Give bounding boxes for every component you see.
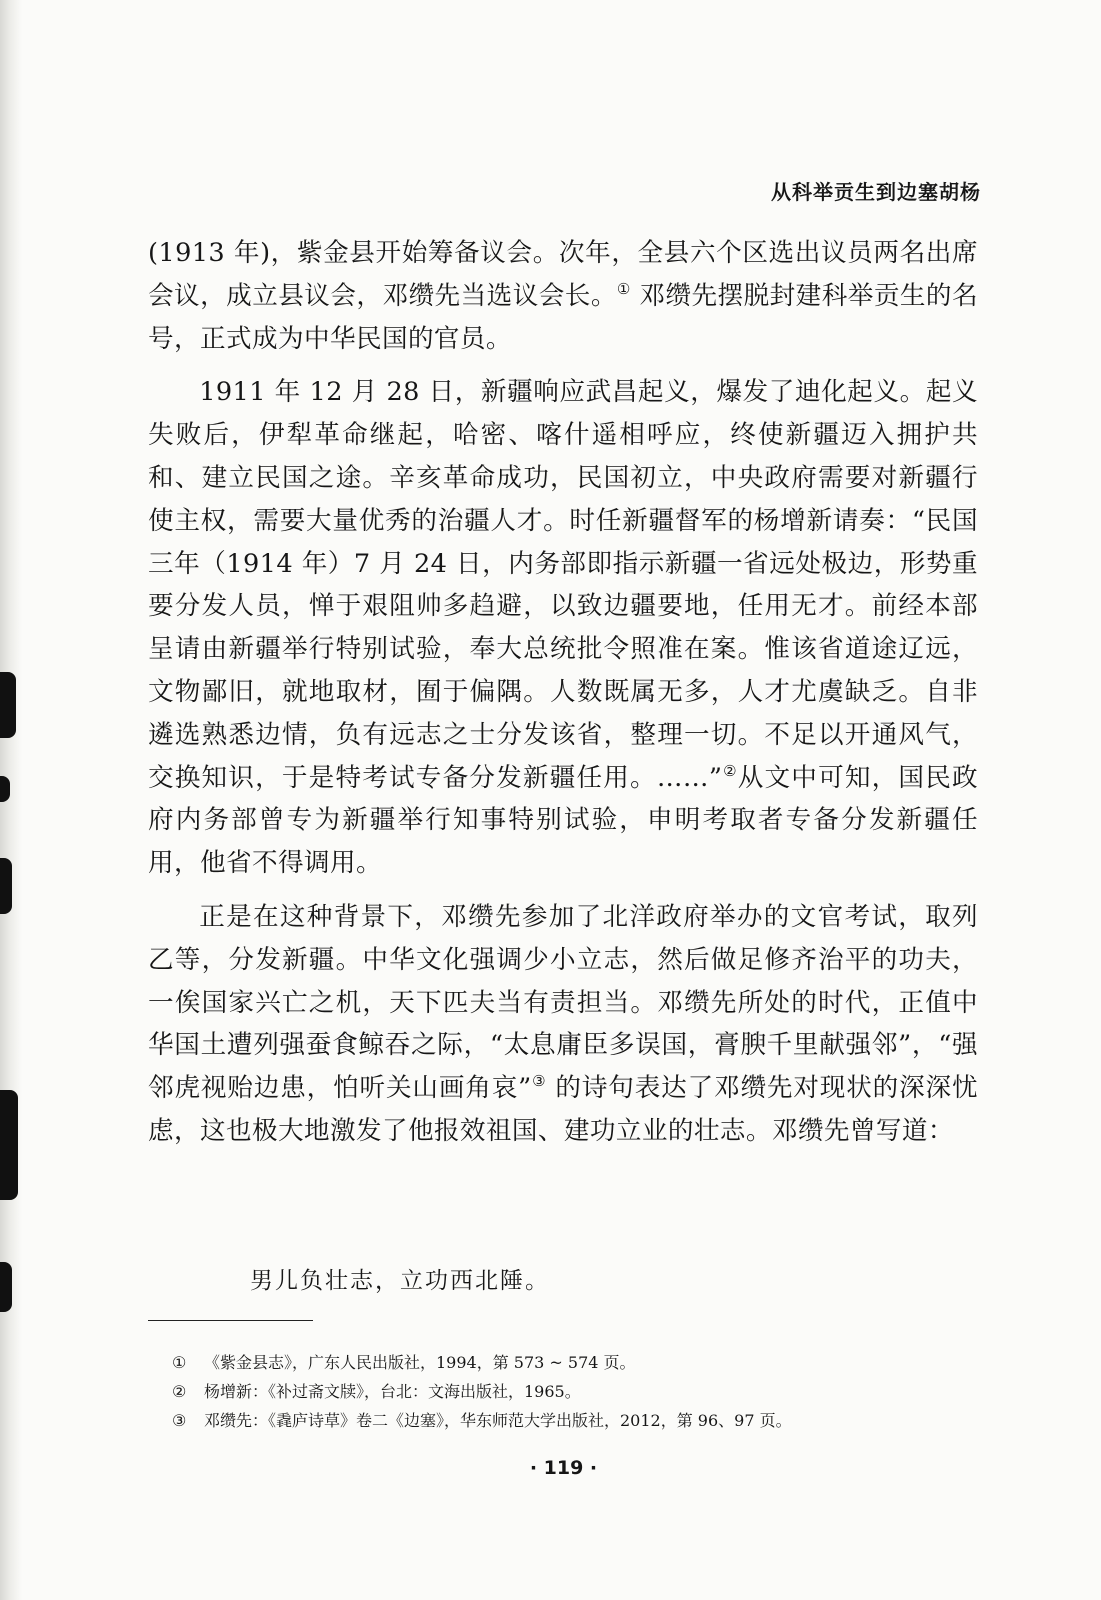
paragraph-text: 1911 年 12 月 28 日，新疆响应武昌起义，爆发了迪化起义。起义失败后，伊犁革命继起，哈密、喀什遥相呼应，终使新疆迈入拥护共和、建立民国之途。辛亥革命成功，民国初立，中央政府需要对新疆行使主权，需要大量优秀的治疆人才。时任新疆督军的杨增新请奏：“民国三年（1914 年）7 月 24 日，内务部即指示新疆一省远处极边，形势重要分发人员，惮于艰阻帅多趋避，以致边疆要地，任用无才。前经本部呈请由新疆举行特别试验，奉大总统批令照准在案。惟该省道途辽远，文物鄙旧，就地取材，囿于偏隅。人数既属无多，人才尤虞缺乏。自非遴选熟悉边情，负有远志之士分发该省，整理一切。不足以开通风气，交换知识，于是特考试专备分发新疆任用。……” — [148, 377, 978, 793]
footnote-2 — [172, 1377, 962, 1406]
footnote-divider — [148, 1320, 313, 1321]
scan-edge-mark — [0, 776, 10, 802]
scan-edge-mark — [0, 858, 12, 914]
footnote-3 — [172, 1406, 962, 1435]
paragraph-text: 邓缵先摆脱封建科举贡生的名号，正式成为中华民国的官员。 — [148, 280, 978, 354]
body-text — [148, 232, 978, 1164]
footnote-text: 《紫金县志》，广东人民出版社，1994，第 573 ~ 574 页。 — [204, 1353, 636, 1372]
paragraph-text: (1913 年)，紫金县开始筹备议会。次年，全县六个区选出议员两名出席会议，成立县议会，邓缵先当选议会长。 — [148, 238, 978, 311]
scan-edge-mark — [0, 1090, 18, 1200]
page-number: · 119 · — [529, 1457, 598, 1479]
paragraph-text: 的诗句表达了邓缵先对现状的深深忧虑，这也极大地激发了他报效祖国、建功立业的壮志。邓缵先曾写道： — [148, 1073, 978, 1146]
scan-edge-mark — [0, 1262, 12, 1312]
paragraph-text: 正是在这种背景下，邓缵先参加了北洋政府举办的文官考试，取列乙等，分发新疆。中华文化强调少小立志，然后做足修齐治平的功夫，一俟国家兴亡之机，天下匹夫当有责担当。邓缵先所处的时代，正值中华国土遭列强蚕食鲸吞之际，“太息庸臣多误国，膏腴千里献强邻”，“强邻虎视贻边患，怕听关山画角哀” — [148, 901, 978, 1104]
footnote-mark: ① — [172, 1353, 187, 1372]
footnote-ref-3: ③ — [531, 1072, 547, 1091]
footnote-mark: ③ — [172, 1411, 187, 1430]
paragraph-2 — [148, 371, 978, 885]
paragraph-text: 从文中可知，国民政府内务部曾专为新疆举行知事特别试验，申明考取者专备分发新疆任用，他省不得调用。 — [148, 762, 978, 879]
paragraph-3 — [148, 896, 978, 1153]
footnote-ref-1: ① — [616, 279, 631, 298]
footnotes — [172, 1348, 962, 1435]
footnote-ref-2: ② — [722, 761, 738, 780]
running-head: 从科举贡生到边塞胡杨 — [771, 180, 981, 204]
paragraph-1 — [148, 232, 978, 360]
footnote-text: 杨增新：《补过斋文牍》，台北：文海出版社，1965。 — [204, 1382, 581, 1401]
poem-quote: 男儿负壮志，立功西北陲。 — [250, 1268, 550, 1294]
scan-edge-mark — [0, 672, 16, 738]
footnote-mark: ② — [172, 1382, 187, 1401]
footnote-1 — [172, 1348, 962, 1377]
footnote-text: 邓缵先：《毳庐诗草》卷二《边塞》，华东师范大学出版社，2012，第 96、97 页。 — [204, 1411, 792, 1430]
